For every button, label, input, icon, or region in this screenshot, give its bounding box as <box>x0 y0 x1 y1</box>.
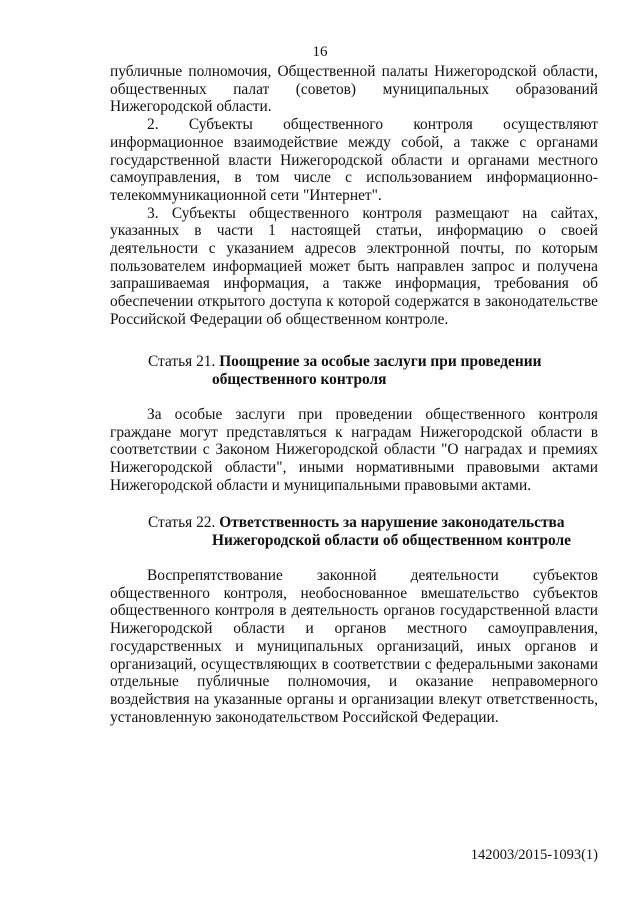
article-21-heading-line1 <box>148 353 598 371</box>
paragraph-3: 3. Субъекты общественного контроля размещают на сайтах, указанных в части 1 настоящей статьи, информацию о своей деятельности с указанием адресов электронной почты, по которым пользователем информацией может быть направлен запрос и получена запрашиваемая информация, а также информация, требования об обеспечении открытого доступа к которой содержатся в законодательстве Российской Федерации об общественном контроле. <box>110 204 598 328</box>
article-22-heading-line1 <box>148 514 598 532</box>
page-number: 16 <box>312 44 328 60</box>
article-21-text: За особые заслуги при проведении общественного контроля граждане могут представляться к наградам Нижегородской области в соответствии с Законом Нижегородской области "О наградах и премиях Нижегородской области", иными нормативными правовыми актами Нижегородской области и муниципальными правовыми актами. <box>110 406 598 494</box>
article-22-body <box>110 567 598 726</box>
article-21-label: Статья 21. <box>148 353 216 370</box>
document-code: 142003/2015-1093(1) <box>470 847 598 863</box>
paragraph-continuation: публичные полномочия, Общественной палаты Нижегородской области, общественных палат (советов) муниципальных образований Нижегородской области. <box>110 63 598 116</box>
article-22-heading-line2 <box>148 532 598 550</box>
article-21-title-cont: общественного контроля <box>212 370 387 388</box>
article-21-heading <box>148 353 598 388</box>
article-22-title-cont: Нижегородской области об общественном контроле <box>212 531 572 549</box>
article-22-label: Статья 22. <box>148 514 216 531</box>
article-21-body <box>110 406 598 495</box>
article-21-title: Поощрение за особые заслуги при проведении <box>219 353 542 370</box>
article-22-text: Воспрепятствование законной деятельности субъектов общественного контроля, необоснованное вмешательство субъектов общественного контроля в деятельность органов государственной власти Нижегородской области и органов местного самоуправления, государственных и муниципальных организаций, иных органов и организаций, осуществляющих в соответствии с федеральными законами отдельные публичные полномочия, и оказание неправомерного воздействия на указанные органы и организации влекут ответственность, установленную законодательством Российской Федерации. <box>110 567 598 726</box>
article-22-heading <box>148 514 598 549</box>
article-20-continuation <box>110 63 598 329</box>
article-21-heading-line2 <box>148 371 598 389</box>
article-22-title: Ответственность за нарушение законодательства <box>219 514 565 531</box>
paragraph-2: 2. Субъекты общественного контроля осуществляют информационное взаимодействие между собой, а также с органами государственной власти Нижегородской области и органами местного самоуправления, в том числе с использованием информационно-телекоммуникационной сети "Интернет". <box>110 116 598 204</box>
